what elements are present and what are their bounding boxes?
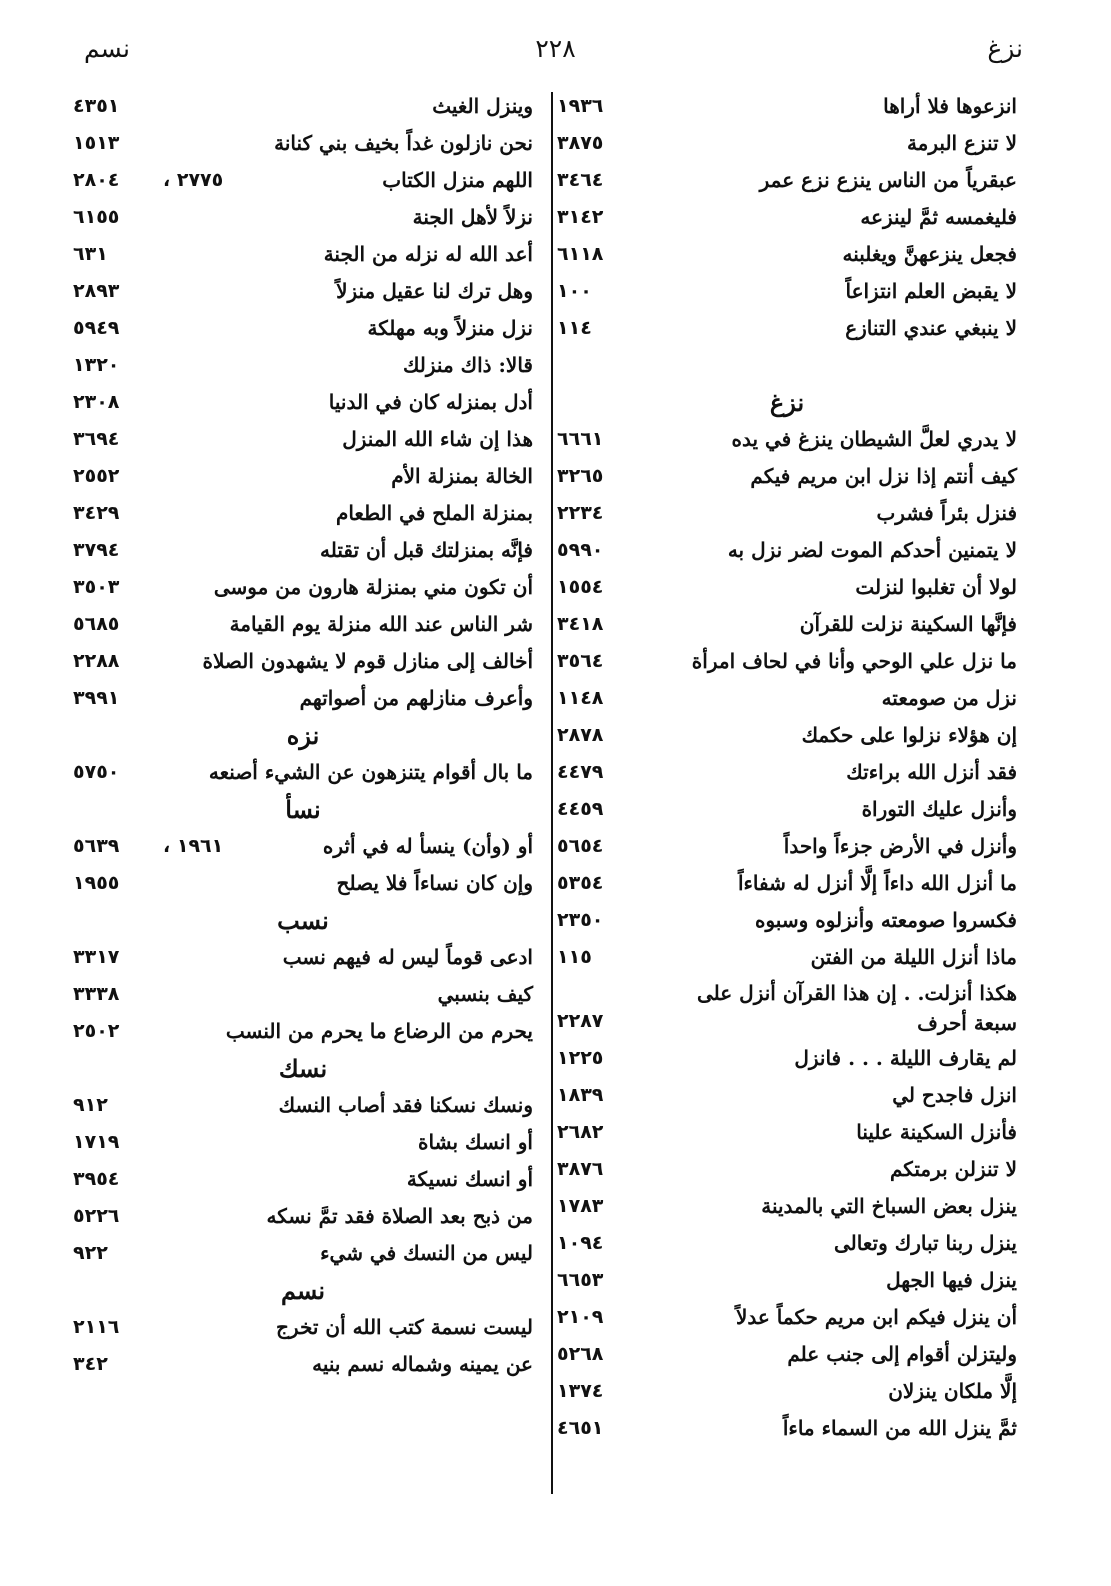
root-heading	[73, 1050, 533, 1087]
entry-hadith-number: ٤٣٥١	[73, 95, 120, 117]
entry-text: أدل بمنزله كان في الدنيا	[328, 390, 533, 414]
entry-hadith-number: ٣٥٠٣	[73, 576, 120, 598]
entry-text: وأنزل في الأرض جزءاً واحداً	[783, 834, 1017, 858]
index-entry	[73, 606, 533, 643]
entry-hadith-number: ١٨٣٩	[557, 1084, 604, 1106]
index-entry	[73, 1198, 533, 1235]
index-entry	[557, 1262, 1017, 1299]
root-heading-text: نسأ	[285, 795, 321, 824]
entry-text: ما بال أقوام يتنزهون عن الشيء أصنعه	[208, 760, 533, 784]
entry-text: إن هؤلاء نزلوا على حكمك	[801, 723, 1017, 747]
entry-text: كيف بنسبي	[437, 982, 533, 1006]
entry-hadith-number: ٥٣٥٤	[557, 872, 604, 894]
index-entry	[73, 1309, 533, 1346]
entry-text: انزل فاجدح لي	[892, 1083, 1017, 1107]
index-entry	[73, 88, 533, 125]
index-entry	[557, 421, 1017, 458]
entry-text: ما أنزل الله داءاً إلَّا أنزل له شفاءاً	[737, 871, 1017, 895]
index-entry	[73, 458, 533, 495]
entry-text: أو (وأن) ينسأ له في أثره	[322, 834, 533, 858]
entry-hadith-number: ٦٦٦١	[557, 428, 604, 450]
entry-text: قالا: ذاك منزلك	[402, 353, 533, 377]
index-entry	[557, 273, 1017, 310]
entry-hadith-number: ٢٣٥٠	[557, 909, 604, 931]
entry-hadith-number: ١٠٩٤	[557, 1232, 604, 1254]
entry-text: لا تنزع البرمة	[906, 131, 1017, 155]
entry-text: فإنَّه بمنزلتك قبل أن تقتله	[319, 538, 533, 562]
entry-hadith-number: ١٥١٣	[73, 132, 120, 154]
entry-hadith-number: ٦١١٨	[557, 243, 604, 265]
entry-hadith-number: ٣٣٣٨	[73, 983, 120, 1005]
index-entry	[73, 532, 533, 569]
entry-hadith-number: ٦٣١	[73, 243, 108, 265]
entry-text: أو انسك بشاة	[418, 1130, 533, 1154]
entry-text: الخالة بمنزلة الأم	[391, 464, 533, 488]
index-entry	[73, 1346, 533, 1383]
entry-hadith-number: ٣٤٢٩	[73, 502, 120, 524]
entry-hadith-number: ١١٤	[557, 317, 592, 339]
index-entry	[73, 1161, 533, 1198]
entry-text: فجعل ينزعهنَّ ويغلبنه	[842, 242, 1017, 266]
entry-text: هكذا أنزلت. . إن هذا القرآن أنزل على سبعة أحرف	[696, 981, 1017, 1035]
entry-text: أخالف إلى منازل قوم لا يشهدون الصلاة	[202, 649, 533, 673]
entry-hadith-number: ٥٧٥٠	[73, 761, 120, 783]
root-heading	[73, 717, 533, 754]
entry-hadith-number: ١١٥	[557, 946, 592, 968]
entry-hadith-number: ٢٢٨٨	[73, 650, 120, 672]
entry-text: وأنزل عليك التوراة	[861, 797, 1017, 821]
index-entry	[73, 125, 533, 162]
entry-text: نزل منزلاً وبه مهلكة	[367, 316, 533, 340]
entry-extra-number: ١٩٦١ ،	[163, 835, 224, 857]
index-entry	[557, 88, 1017, 125]
entry-text: وأعرف منازلهم من أصواتهم	[299, 686, 533, 710]
entry-hadith-number: ٩١٢	[73, 1094, 108, 1116]
index-entry	[73, 421, 533, 458]
index-entry	[557, 162, 1017, 199]
entry-hadith-number: ٤٤٧٩	[557, 761, 604, 783]
entry-text: فقد أنزل الله براءتك	[846, 760, 1017, 784]
entry-text: هذا إن شاء الله المنزل	[342, 427, 533, 451]
index-entry	[557, 1410, 1017, 1447]
entry-hadith-number: ٢٦٨٢	[557, 1121, 604, 1143]
entry-text: أن تكون مني بمنزلة هارون من موسى	[213, 575, 533, 599]
index-entry	[557, 1225, 1017, 1262]
index-entry	[73, 199, 533, 236]
entry-text: كيف أنتم إذا نزل ابن مريم فيكم	[750, 464, 1017, 488]
entry-text: لا يتمنين أحدكم الموت لضر نزل به	[727, 538, 1017, 562]
index-entry	[557, 680, 1017, 717]
index-entry	[557, 236, 1017, 273]
entry-hadith-number: ٢١١٦	[73, 1316, 120, 1338]
entry-hadith-number: ٣٨٧٥	[557, 132, 604, 154]
entry-hadith-number: ١٧١٩	[73, 1131, 120, 1153]
entry-text: لم يقارف الليلة . . . فانزل	[794, 1046, 1017, 1070]
entry-hadith-number: ٣٨٧٦	[557, 1158, 604, 1180]
index-entry	[73, 569, 533, 606]
index-entry	[557, 606, 1017, 643]
entry-hadith-number: ١٩٣٦	[557, 95, 604, 117]
entry-hadith-number: ١٩٥٥	[73, 872, 120, 894]
index-entry	[73, 828, 533, 865]
entry-text: وإن كان نساءاً فلا يصلح	[336, 871, 533, 895]
entry-text: ثمَّ ينزل الله من السماء ماءاً	[782, 1416, 1017, 1440]
entry-hadith-number: ٢٨٠٤	[73, 169, 120, 191]
entry-hadith-number: ١٠٠	[557, 280, 592, 302]
index-entry	[557, 569, 1017, 606]
entry-text: انزعوها فلا أراها	[883, 94, 1017, 118]
entry-hadith-number: ١١٤٨	[557, 687, 604, 709]
entry-hadith-number: ١٧٨٣	[557, 1195, 604, 1217]
entry-hadith-number: ٢٥٥٢	[73, 465, 120, 487]
entry-hadith-number: ٣٤١٨	[557, 613, 604, 635]
entry-hadith-number: ٣٣١٧	[73, 946, 120, 968]
entry-hadith-number: ٢٢٣٤	[557, 502, 604, 524]
entry-text: لا تنزلن برمتكم	[890, 1157, 1017, 1181]
entry-text: أعد الله له نزله من الجنة	[323, 242, 533, 266]
entry-hadith-number: ٢٨٧٨	[557, 724, 604, 746]
entry-hadith-number: ٤٤٥٩	[557, 798, 604, 820]
entry-extra-number: ٢٧٧٥ ،	[163, 169, 224, 191]
root-heading-text: نسم	[280, 1276, 326, 1305]
entry-text: عبقرياً من الناس ينزع نزع عمر	[759, 168, 1017, 192]
entry-hadith-number: ٦٦٥٣	[557, 1269, 604, 1291]
root-heading-text: نسك	[278, 1054, 328, 1083]
entry-hadith-number: ٥٦٣٩	[73, 835, 120, 857]
index-entry	[557, 1077, 1017, 1114]
root-heading-text: نزغ	[769, 388, 805, 417]
entry-hadith-number: ٢١٠٩	[557, 1306, 604, 1328]
entry-text: وليتزلن أقوام إلى جنب علم	[787, 1342, 1017, 1366]
entry-text: فأنزل السكينة علينا	[856, 1120, 1017, 1144]
entry-text: اللهم منزل الكتاب	[382, 168, 533, 192]
column-divider	[551, 92, 553, 1494]
entry-hadith-number: ١٥٥٤	[557, 576, 604, 598]
entry-text: ينزل فيها الجهل	[886, 1268, 1017, 1292]
entry-hadith-number: ٣٩٩١	[73, 687, 120, 709]
entry-text: ماذا أنزل الليلة من الفتن	[810, 945, 1017, 969]
index-entry	[557, 458, 1017, 495]
index-entry	[557, 1151, 1017, 1188]
index-entry	[73, 680, 533, 717]
entry-text: ادعى قوماً ليس له فيهم نسب	[282, 945, 533, 969]
index-entry	[557, 1299, 1017, 1336]
index-entry	[557, 717, 1017, 754]
entry-hadith-number: ٥٦٥٤	[557, 835, 604, 857]
entry-text: ليست نسمة كتب الله أن تخرج	[276, 1315, 533, 1339]
entry-text: ينزل ربنا تبارك وتعالى	[834, 1231, 1017, 1255]
index-entry	[73, 1087, 533, 1124]
index-entry	[557, 125, 1017, 162]
root-heading	[73, 791, 533, 828]
entry-hadith-number: ٣١٤٢	[557, 206, 604, 228]
index-entry	[557, 902, 1017, 939]
entry-text: بمنزلة الملح في الطعام	[335, 501, 533, 525]
index-entry	[557, 791, 1017, 828]
entry-hadith-number: ٣٩٥٤	[73, 1168, 120, 1190]
index-entry	[73, 643, 533, 680]
entry-hadith-number: ٥٢٦٨	[557, 1343, 604, 1365]
entry-text: يحرم من الرضاع ما يحرم من النسب	[225, 1019, 533, 1043]
index-entry	[557, 754, 1017, 791]
running-header-right: نزغ	[987, 34, 1023, 63]
entry-text: أو انسك نسيكة	[406, 1167, 533, 1191]
index-entry	[557, 199, 1017, 236]
index-entry	[557, 1373, 1017, 1410]
entry-hadith-number: ٣٤٦٤	[557, 169, 604, 191]
index-column-left	[73, 88, 533, 1383]
entry-hadith-number: ١٣٢٠	[73, 354, 120, 376]
entry-hadith-number: ٣٥٦٤	[557, 650, 604, 672]
entry-text: نحن نازلون غداً بخيف بني كنانة	[274, 131, 533, 155]
entry-hadith-number: ٥٩٩٠	[557, 539, 604, 561]
entry-text: ينزل بعض السباخ التي بالمدينة	[761, 1194, 1017, 1218]
entry-hadith-number: ١٣٧٤	[557, 1380, 604, 1402]
index-entry	[73, 865, 533, 902]
entry-text: فنزل بئراً فشرب	[876, 501, 1017, 525]
index-entry	[557, 976, 1017, 1040]
index-entry	[557, 495, 1017, 532]
index-entry	[557, 939, 1017, 976]
entry-hadith-number: ٣٦٩٤	[73, 428, 120, 450]
index-column-right	[557, 88, 1017, 1447]
entry-text: شر الناس عند الله منزلة يوم القيامة	[229, 612, 533, 636]
root-heading-text: نزه	[286, 721, 320, 750]
index-entry	[73, 273, 533, 310]
entry-text: من ذبح بعد الصلاة فقد تمَّ نسكه	[266, 1204, 533, 1228]
entry-text: إلَّا ملكان ينزلان	[888, 1379, 1017, 1403]
root-heading	[557, 384, 1017, 421]
entry-hadith-number: ٢٣٠٨	[73, 391, 120, 413]
entry-text: ما نزل علي الوحي وأنا في لحاف امرأة	[691, 649, 1017, 673]
index-entry	[73, 384, 533, 421]
entry-text: فإنَّها السكينة نزلت للقرآن	[799, 612, 1017, 636]
entry-text: ليس من النسك في شيء	[320, 1241, 533, 1265]
entry-hadith-number: ٣٧٩٤	[73, 539, 120, 561]
root-heading	[73, 902, 533, 939]
index-entry	[73, 162, 533, 199]
index-entry	[73, 347, 533, 384]
index-entry	[557, 865, 1017, 902]
running-header-left: نسم	[84, 34, 130, 63]
entry-text: نزل من صومعته	[881, 686, 1017, 710]
index-entry	[73, 754, 533, 791]
entry-text: فكسروا صومعته وأنزلوه وسبوه	[754, 908, 1017, 932]
index-entry	[73, 236, 533, 273]
index-entry	[557, 1040, 1017, 1077]
index-entry	[73, 495, 533, 532]
entry-text: أن ينزل فيكم ابن مريم حكماً عدلاً	[735, 1305, 1017, 1329]
entry-hadith-number: ٣٤٢	[73, 1353, 108, 1375]
index-entry	[557, 310, 1017, 347]
entry-text: فليغمسه ثمَّ لينزعه	[860, 205, 1017, 229]
entry-text: لا يدري لعلَّ الشيطان ينزغ في يده	[731, 427, 1017, 451]
index-entry	[73, 939, 533, 976]
entry-text: نزلاً لأهل الجنة	[412, 205, 533, 229]
entry-hadith-number: ٩٢٢	[73, 1242, 108, 1264]
index-entry	[73, 1013, 533, 1050]
page-number: ٢٢٨	[535, 34, 576, 63]
entry-text: عن يمينه وشماله نسم بنيه	[312, 1352, 533, 1376]
index-entry	[73, 1235, 533, 1272]
index-entry	[73, 310, 533, 347]
index-entry	[557, 1188, 1017, 1225]
entry-hadith-number: ٥٦٨٥	[73, 613, 120, 635]
index-entry	[557, 828, 1017, 865]
index-entry	[557, 1114, 1017, 1151]
entry-text: لا ينبغي عندي التنازع	[845, 316, 1017, 340]
entry-hadith-number: ٢٢٨٧	[557, 1010, 604, 1032]
index-entry	[557, 532, 1017, 569]
entry-hadith-number: ٢٨٩٣	[73, 280, 120, 302]
entry-hadith-number: ٥٢٢٦	[73, 1205, 120, 1227]
entry-text: وهل ترك لنا عقيل منزلاً	[336, 279, 533, 303]
entry-text: لا يقبض العلم انتزاعاً	[845, 279, 1017, 303]
entry-hadith-number: ٦١٥٥	[73, 206, 120, 228]
entry-hadith-number: ٥٩٤٩	[73, 317, 120, 339]
index-entry	[557, 643, 1017, 680]
entry-text: ونسك نسكنا فقد أصاب النسك	[278, 1093, 533, 1117]
index-entry	[557, 1336, 1017, 1373]
root-heading	[73, 1272, 533, 1309]
entry-text: وينزل الغيث	[432, 94, 533, 118]
index-entry	[73, 976, 533, 1013]
root-heading-text: نسب	[277, 906, 329, 935]
entry-hadith-number: ٣٢٦٥	[557, 465, 604, 487]
entry-hadith-number: ٢٥٠٢	[73, 1020, 120, 1042]
index-entry	[557, 347, 1017, 384]
entry-text: لولا أن تغلبوا لنزلت	[855, 575, 1017, 599]
index-entry	[73, 1124, 533, 1161]
entry-hadith-number: ٤٦٥١	[557, 1417, 604, 1439]
entry-hadith-number: ١٢٢٥	[557, 1047, 604, 1069]
